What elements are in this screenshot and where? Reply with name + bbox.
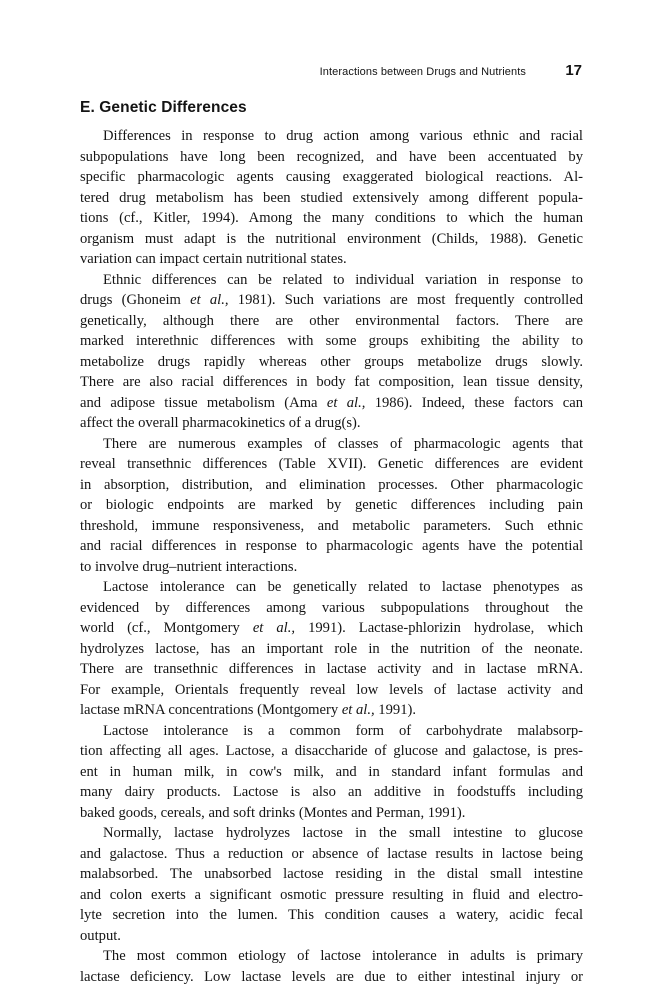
text-line: drugs (Ghoneim et al., 1981). Such variations are most frequently controlled — [80, 292, 583, 308]
text-line: to involve drug–nutrient interactions. — [80, 558, 298, 575]
text-line: output. — [80, 927, 121, 944]
running-head — [80, 62, 582, 82]
text-line: and racial differences in response to pharmacologic agents have the potential — [80, 538, 583, 554]
text-line: variation can impact certain nutritional states. — [80, 251, 347, 267]
text-line: There are also racial differences in body fat composition, lean tissue density, — [80, 374, 583, 390]
text-line: many dairy products. Lactose is also an additive in foodstuffs including — [80, 784, 583, 800]
page-number: 17 — [565, 62, 582, 79]
text-line: and colon exerts a significant osmotic pressure resulting in fluid and electro- — [80, 886, 583, 903]
text-line: and galactose. Thus a reduction or absence of lactase results in lactose being — [80, 845, 583, 862]
paragraph — [80, 823, 583, 946]
text-line: affect the overall pharmacokinetics of a drug(s). — [80, 415, 361, 431]
text-line: The most common etiology of lactose intolerance in adults is primary — [103, 948, 583, 964]
text-line: malabsorbed. The unabsorbed lactose residing in the distal small intestine — [80, 866, 583, 882]
text-line: hydrolyzes lactose, has an important role in the nutrition of the neonate. — [80, 640, 583, 657]
paragraph — [80, 270, 583, 434]
text-line: lactase mRNA concentrations (Montgomery et al., 1991). — [80, 702, 417, 718]
text-line: reveal transethnic differences (Table XVII). Genetic differences are evident — [80, 456, 583, 472]
text-line: For example, Orientals frequently reveal low levels of lactase activity and — [80, 681, 583, 698]
text-line: tion affecting all ages. Lactose, a disaccharide of glucose and galactose, is pres- — [80, 743, 583, 759]
text-line: ent in human milk, in cow's milk, and in standard infant formulas and — [80, 763, 583, 780]
text-line: or biologic endpoints are marked by genetic differences including pain — [80, 497, 583, 513]
text-line: specific pharmacologic agents causing exaggerated biological reactions. Al- — [80, 169, 583, 185]
text-line: metabolize drugs rapidly whereas other groups metabolize drugs slowly. — [80, 353, 583, 370]
text-line: Differences in response to drug action among various ethnic and racial — [103, 128, 583, 144]
text-line: There are numerous examples of classes of pharmacologic agents that — [103, 435, 583, 452]
text-line: Normally, lactase hydrolyzes lactose in the small intestine to glucose — [103, 825, 583, 841]
text-line: Ethnic differences can be related to individual variation in response to — [103, 271, 583, 288]
text-line: and adipose tissue metabolism (Ama et al., 1986). Indeed, these factors can — [80, 394, 583, 411]
text-line: in absorption, distribution, and elimination processes. Other pharmacologic — [80, 476, 583, 493]
text-line: marked interethnic differences with some groups exhibiting the ability to — [80, 333, 583, 349]
text-line: genetically, although there are other environmental factors. There are — [80, 312, 583, 329]
paragraph — [80, 721, 583, 824]
text-line: evidenced by differences among various subpopulations throughout the — [80, 599, 583, 616]
text-line: tered drug metabolism has been studied extensively among different popula- — [80, 189, 583, 206]
text-line: baked goods, cereals, and soft drinks (Montes and Perman, 1991). — [80, 804, 466, 821]
text-line: lactase deficiency. Low lactase levels are due to either intestinal injury or — [80, 968, 583, 985]
text-line: organism must adapt is the nutritional environment (Childs, 1988). Genetic — [80, 230, 583, 247]
paragraph — [80, 434, 583, 578]
running-head-title: Interactions between Drugs and Nutrients — [319, 66, 526, 78]
text-line: world (cf., Montgomery et al., 1991). Lactase-phlorizin hydrolase, which — [80, 620, 583, 636]
paragraph — [80, 126, 583, 270]
text-line: tions (cf., Kitler, 1994). Among the many conditions to which the human — [80, 210, 583, 226]
paragraph — [80, 946, 583, 987]
text-line: Lactose intolerance can be genetically related to lactase phenotypes as — [103, 579, 583, 595]
text-line: lyte secretion into the lumen. This condition causes a watery, acidic fecal — [80, 907, 583, 923]
section-heading: E. Genetic Differences — [80, 99, 247, 116]
body-text — [80, 126, 583, 987]
paragraph — [80, 577, 583, 721]
text-line: subpopulations have long been recognized, and have been accentuated by — [80, 148, 583, 165]
text-line: Lactose intolerance is a common form of carbohydrate malabsorp- — [103, 722, 583, 739]
text-line: threshold, immune responsiveness, and metabolic parameters. Such ethnic — [80, 517, 583, 534]
text-line: There are transethnic differences in lactase activity and in lactase mRNA. — [80, 661, 583, 677]
